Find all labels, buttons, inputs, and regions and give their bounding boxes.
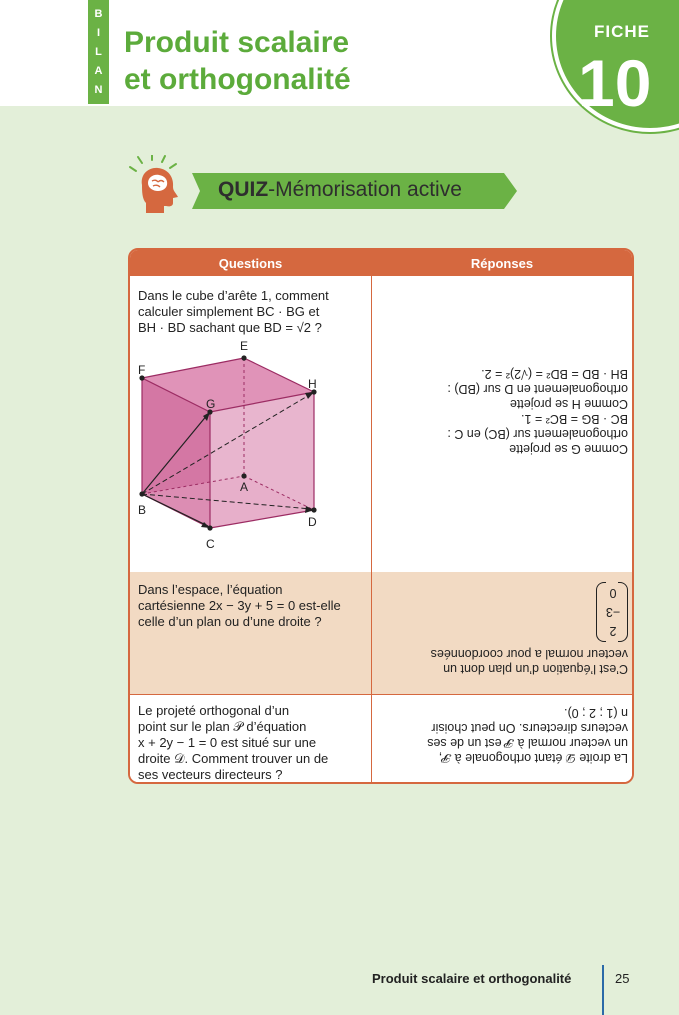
cube-label-b: B [138,503,147,517]
quiz-title-bold: QUIZ [218,178,269,201]
question-line: ses vecteurs directeurs ? [138,767,283,782]
cube-label-f: F [138,363,146,377]
bilan-letter: I [96,27,101,39]
bilan-letter: B [94,8,103,20]
bilan-strip [88,0,109,104]
question-line: x + 2y − 1 = 0 est situé sur une [138,735,317,750]
answer-text [378,705,628,765]
answer-line: La droite 𝒟 étant orthogonale à 𝒫, [438,751,628,765]
footer-chapter: Produit scalaire et orthogonalité [372,971,572,986]
cube-label-d: D [308,515,317,529]
answer-line: orthogonalement en D sur (BD) : [447,382,628,396]
question-text [138,288,366,336]
cube-label-a: A [240,480,249,494]
answer-line: C’est l’équation d’un plan dont un [443,662,628,676]
title-line-1: Produit scalaire [124,26,350,59]
bilan-letter: N [94,84,103,96]
normal-vector [378,580,628,642]
answer-line: n (1 ; 2 ; 0). [564,706,628,720]
question-line: calculer simplement BC · BG et [138,304,320,319]
fiche-number: 10 [578,46,652,120]
question-line: Dans le cube d’arête 1, comment [138,288,329,303]
question-line: Dans l’espace, l’équation [138,582,283,597]
answer-line: Comme H se projette [509,397,628,411]
quiz-title [218,178,462,202]
answer-line: BH · BD = BD² = (√2)² = 2. [481,367,628,381]
answer-text [378,366,628,456]
vector-component: −3 [605,605,621,619]
vector-component: 2 [609,624,617,638]
answer-line: un vecteur normal à 𝒫 est un de ses [427,736,628,750]
question-text [138,582,366,630]
cube-label-h: H [308,377,317,391]
question-line: droite 𝒟. Comment trouver un de [138,751,329,766]
title-line-2: et orthogonalité [124,63,351,96]
column-divider [371,250,372,784]
quiz-title-rest: -Mémorisation active [268,178,462,201]
table-row [130,694,632,782]
brain-head-icon [128,155,184,213]
answer-line: orthogonalement sur (BC) en C : [447,427,628,441]
answer-text [378,580,628,676]
table-header [130,250,632,276]
cube-label-e: E [240,339,249,353]
column-header-questions: Questions [218,256,283,271]
column-header-reponses: Réponses [470,256,534,271]
vector-paren-right [596,582,606,642]
page-number: 25 [615,971,630,986]
cube-label-c: C [206,537,215,551]
table-row [130,572,632,694]
question-line: cartésienne 2x − 3y + 5 = 0 est-elle [138,598,341,613]
footer-divider [602,965,604,1015]
question-line: celle d’un plan ou d’une droite ? [138,614,322,629]
cube-figure [130,336,370,568]
answer-line: vecteurs directeurs. On peut choisir [431,721,628,735]
page-title [124,24,351,98]
fiche-label: FICHE [594,22,650,41]
bilan-letter: L [95,46,102,58]
vector-components [604,583,622,640]
bilan-letter: A [94,65,103,77]
quiz-table [128,248,634,784]
vector-component: 0 [609,586,617,600]
question-line: BH · BD sachant que BD = √2 ? [138,320,322,335]
answer-line: Comme G se projette [509,442,628,456]
question-line: Le projeté orthogonal d’un [138,703,290,718]
answer-line: BC · BG = BC² = 1. [521,412,628,426]
answer-line: vecteur normal a pour coordonnées [430,647,628,661]
question-line: point sur le plan 𝒫 d’équation [138,719,307,734]
table-row [130,276,632,572]
question-text [138,703,366,783]
cube-label-g: G [206,397,216,411]
